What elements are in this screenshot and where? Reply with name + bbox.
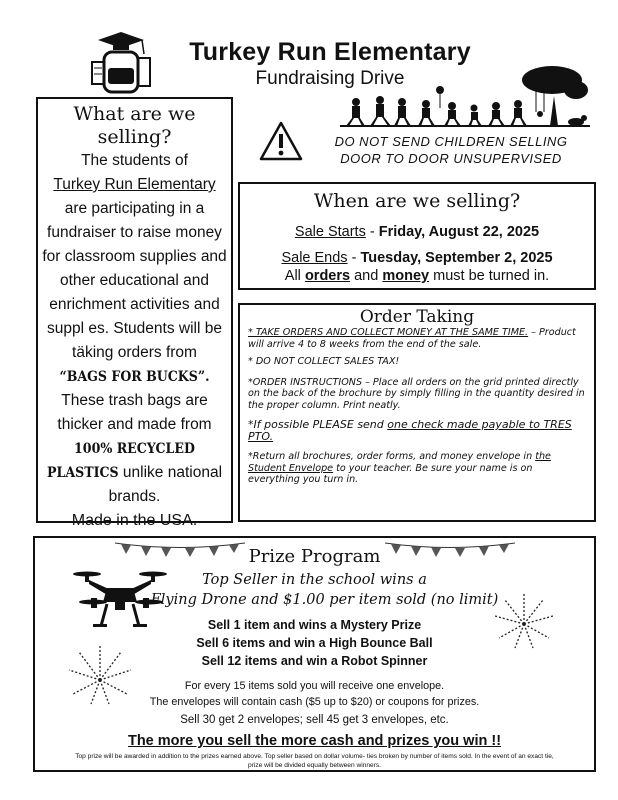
sell-12-items: Sell 12 items and win a Robot Spinner [201, 654, 428, 668]
sale-starts-date: Friday, August 22, 2025 [378, 224, 540, 240]
envelope-line1: For every 15 items sold you will receive one envelope. [184, 680, 445, 692]
fundraising-subtitle: Fundraising Drive [255, 68, 405, 89]
when-are-we-selling-box [238, 182, 596, 290]
order-instruction-5 [248, 451, 586, 486]
turn-in-text-2: must be turned in. [433, 268, 550, 284]
order-i1-rest: – Product will arrive 4 to 8 weeks from the end of the sale. [248, 327, 576, 350]
order-i5-text-b: to your teacher. Be sure your name is on everything you turn in. [248, 462, 533, 485]
turn-in-money: money [382, 268, 430, 284]
prize-program-box [33, 536, 596, 772]
sale-ends-date: Tuesday, September 2, 2025 [360, 250, 553, 266]
when-heading: When are we selling? [313, 190, 521, 212]
turn-in-line [240, 268, 594, 284]
what-body [38, 149, 231, 533]
order-i4-underlined: one check made payable to TRES PTO. [248, 418, 572, 443]
warning-line1: DO NOT SEND CHILDREN SELLING [334, 134, 568, 149]
backpack-graduation-icon [86, 28, 156, 98]
prize-fine-print [35, 752, 594, 770]
sale-starts-line: Sale Starts - Friday, August 22, 2025 [294, 224, 540, 240]
what-p1: The students of [81, 152, 188, 169]
order-instruction-4 [248, 419, 586, 442]
order-instruction-2: * DO NOT COLLECT SALES TAX! [248, 356, 400, 367]
envelope-line3: Sell 30 get 2 envelopes; sell 45 get 3 envelopes, etc. [180, 714, 449, 726]
fine-print-line2: prize will be divided equally between winners. [247, 762, 382, 769]
order-i1-underlined: * TAKE ORDERS AND COLLECT MONEY AT THE SAME TIME. [248, 327, 529, 338]
sell-6-items: Sell 6 items and win a High Bounce Ball [196, 636, 433, 650]
what-heading: What are we selling? [73, 103, 196, 148]
what-product: “BAGS FOR BUCKS”. [59, 369, 210, 385]
children-playing-icon [340, 62, 590, 130]
turn-in-and: and [354, 268, 379, 284]
what-material: 100% RECYCLED PLASTICS [46, 441, 195, 481]
order-instruction-1 [248, 327, 586, 350]
what-school-name: Turkey Run Elementary [53, 176, 216, 193]
order-i4-text: *If possible PLEASE send [248, 418, 388, 431]
what-p4: unlike national brands. [108, 464, 223, 505]
order-i5-text-a: *Return all brochures, order forms, and money envelope in [248, 451, 536, 462]
envelope-line2: The envelopes will contain cash ($5 up to $20) or coupons for prizes. [149, 696, 480, 708]
prize-slogan: The more you sell the more cash and prizes you win !! [127, 733, 502, 749]
order-taking-box [238, 303, 596, 522]
top-seller-line2: Flying Drone and $1.00 per item sold (no limit) [150, 592, 499, 608]
sale-ends-label: Sale Ends [281, 250, 348, 266]
top-seller-line1: Top Seller in the school wins a [202, 572, 427, 588]
warning-line2: DOOR TO DOOR UNSUPERVISED [340, 151, 562, 166]
turn-in-text-1: All [284, 268, 301, 284]
sale-ends-line: Sale Ends - Tuesday, September 2, 2025 [281, 250, 553, 266]
what-made-in: Made in the USA. [71, 512, 198, 529]
prize-heading: Prize Program [248, 546, 381, 567]
fine-print-line1: Top prize will be awarded in addition to the prizes earned above. Top seller based on dollar volume- ties broken by number of items sold. In the event of an exact tie, [75, 753, 554, 760]
warning-text [304, 133, 598, 167]
what-p3: These trash bags are thicker and made from [57, 392, 212, 433]
order-heading: Order Taking [359, 307, 475, 327]
what-p2: are participating in a fundraiser to raise money for classroom supplies and other educational and enrichment activities and suppl es. Students will be täking orders from [42, 200, 227, 361]
order-i5-underlined: the Student Envelope [248, 451, 551, 474]
school-title: Turkey Run Elementary [189, 38, 471, 66]
what-are-we-selling-box [36, 97, 233, 529]
turn-in-orders: orders [304, 268, 351, 284]
sale-starts-label: Sale Starts [294, 224, 366, 240]
warning-icon [258, 120, 304, 162]
sell-1-item: Sell 1 item and wins a Mystery Prize [207, 618, 422, 632]
order-instruction-3: *ORDER INSTRUCTIONS – Place all orders on the grid printed directly on the back of the brochure by simply filling in the quantity desired in the proper column. Print neatly. [248, 376, 585, 411]
